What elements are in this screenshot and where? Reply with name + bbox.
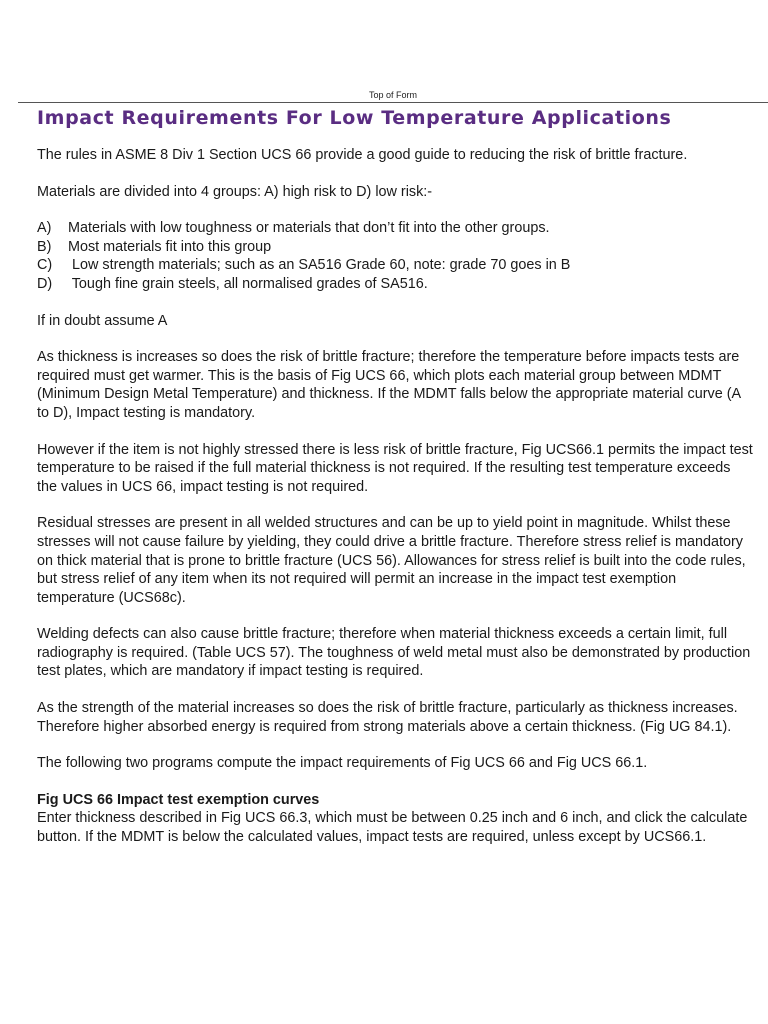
residual-stress-paragraph: Residual stresses are present in all welded structures and can be up to yield point in magnitude. Whilst these stresses will not cause failure by yielding, they could drive a brittle fracture. Therefore stress relief is mandatory on thick material that is prone to brittle fracture (UCS 56). Allowances for stress relief is built into the code rules, but stress relief of any item when its not required will permit an increase in the impact test exemption temperature (UCS68c). (37, 515, 746, 606)
list-item-letter: A) (37, 220, 52, 237)
top-of-form-label: Top of Form (368, 90, 417, 100)
list-item (37, 219, 753, 238)
strength-paragraph: As the strength of the material increases so does the risk of brittle fracture, particularly as thickness increases. Therefore higher absorbed energy is required from strong materials above a certain thickness. (Fig UG 84.1). (37, 700, 738, 735)
form-divider (18, 102, 768, 103)
list-item (37, 275, 753, 294)
list-item-letter: B) (37, 238, 52, 255)
doubt-paragraph: If in doubt assume A (37, 312, 168, 329)
thickness-paragraph: As thickness is increases so does the risk of brittle fracture; therefore the temperature before impacts tests are required must get warmer. This is the basis of Fig UCS 66, which plots each material group between MDMT (Minimum Design Metal Temperature) and thickness. If the MDMT falls below the appropriate material curve (A to D), Impact testing is mandatory. (37, 349, 741, 421)
page-title: Impact Requirements For Low Temperature Applications (37, 107, 672, 129)
programs-paragraph: The following two programs compute the impact requirements of Fig UCS 66 and Fig UCS 66.1. (37, 755, 648, 772)
groups-intro: Materials are divided into 4 groups: A) high risk to D) low risk:- (37, 183, 433, 200)
list-item-letter: C) (37, 257, 53, 274)
list-item-letter: D) (37, 275, 53, 292)
list-item-text: Most materials fit into this group (68, 238, 272, 255)
list-item (37, 256, 753, 275)
list-item (37, 238, 753, 257)
stressed-paragraph: However if the item is not highly stressed there is less risk of brittle fracture, Fig UCS66.1 permits the impact test temperature to be raised if the full material thickness is not required. If the resulting test temperature exceeds the values in UCS 66, impact testing is not required. (37, 441, 753, 495)
list-item-text: Materials with low toughness or materials that don’t fit into the other groups. (68, 220, 550, 237)
section-heading: Fig UCS 66 Impact test exemption curves (37, 791, 320, 808)
material-groups-list (37, 219, 753, 293)
list-item-text: Tough fine grain steels, all normalised grades of SA516. (68, 275, 428, 292)
list-item-text: Low strength materials; such as an SA516 Grade 60, note: grade 70 goes in B (68, 257, 571, 274)
document-body (37, 104, 753, 847)
intro-paragraph: The rules in ASME 8 Div 1 Section UCS 66 provide a good guide to reducing the risk of brittle fracture. (37, 147, 688, 163)
welding-paragraph: Welding defects can also cause brittle fracture; therefore when material thickness exceeds a certain limit, full radiography is required. (Table UCS 57). The toughness of weld metal must also be demonstrated by production test plates, which are mandatory if impact testing is required. (37, 626, 751, 680)
section-paragraph: Enter thickness described in Fig UCS 66.3, which must be between 0.25 inch and 6 inch, and click the calculate button. If the MDMT is below the calculated values, impact tests are required, unless except by UCS66.1. (37, 810, 748, 846)
